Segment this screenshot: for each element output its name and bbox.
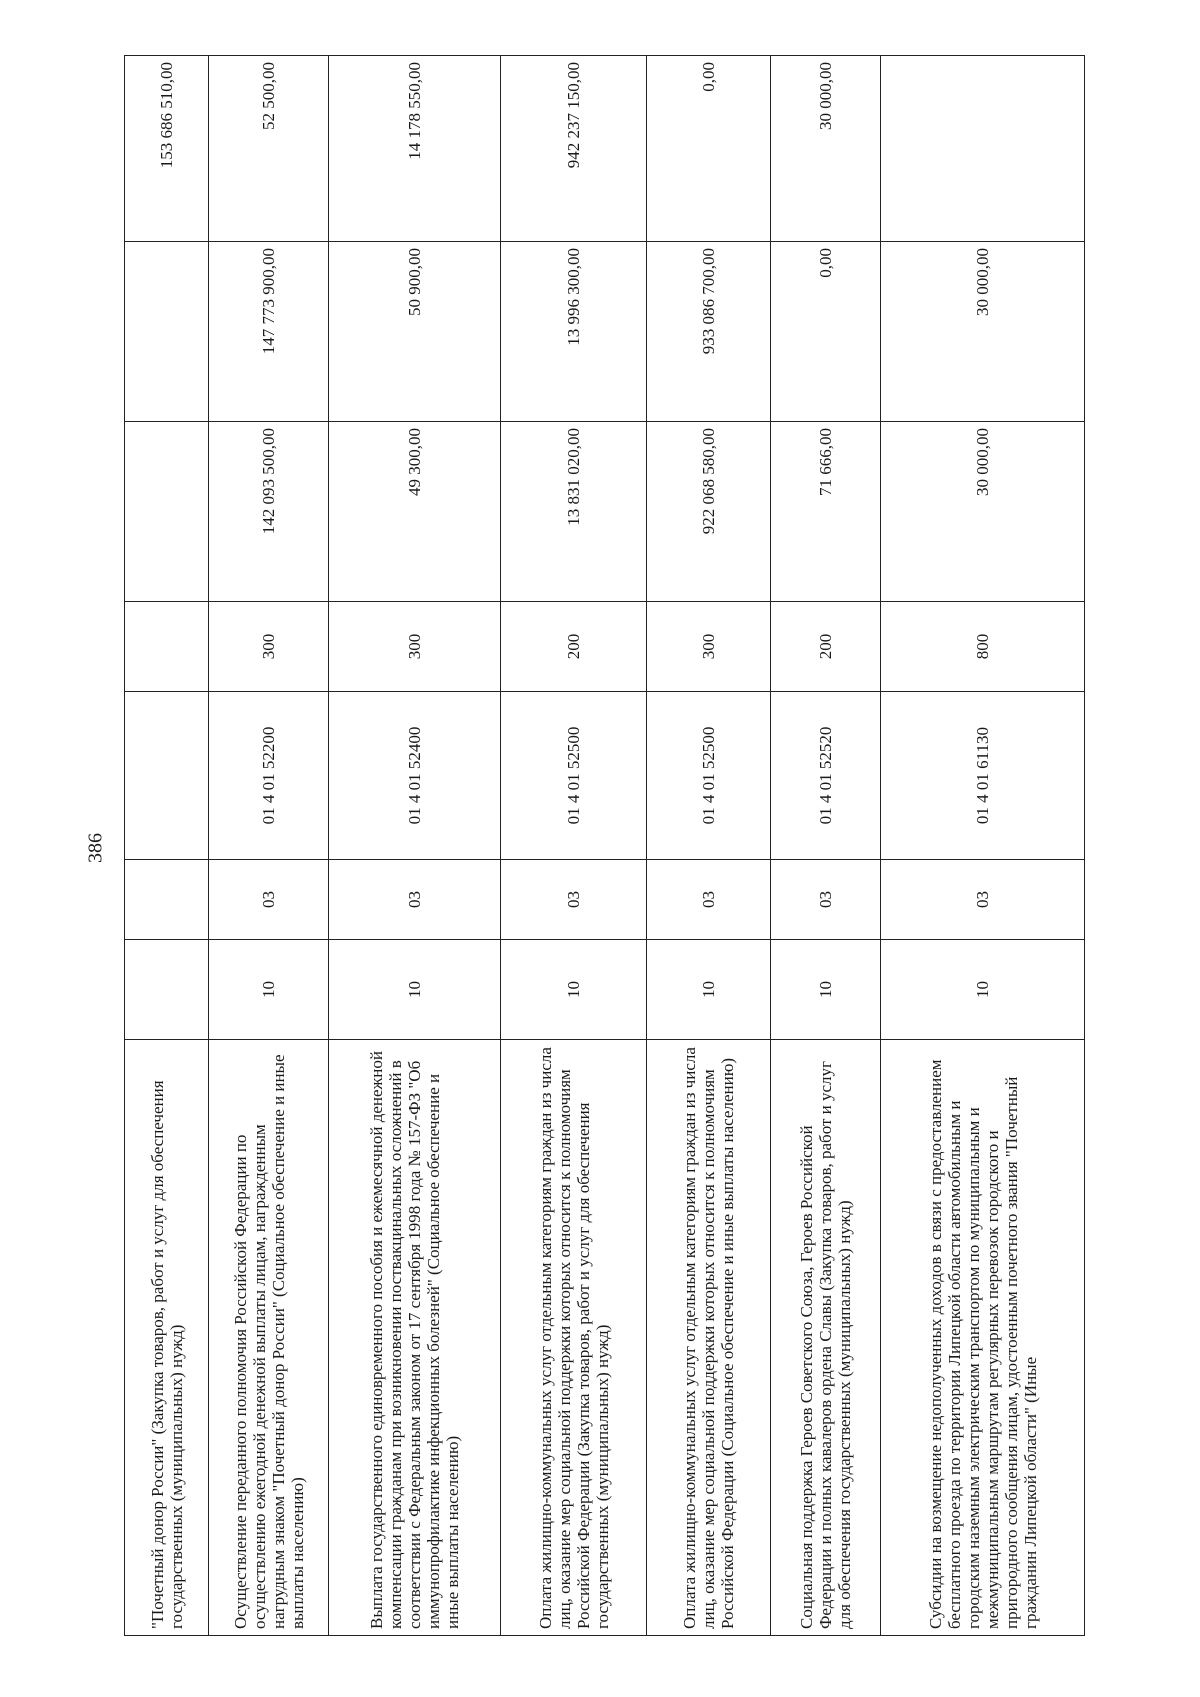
- row-sum-3: 52 500,00: [209, 56, 329, 242]
- row-sum-3: 153 686 510,00: [125, 56, 209, 242]
- row-section-code: 10: [209, 940, 329, 1040]
- row-subsection-code: 03: [771, 860, 881, 940]
- row-sum-2: 13 996 300,00: [501, 242, 647, 422]
- row-expense-type: [125, 602, 209, 692]
- row-section-code: 10: [329, 940, 501, 1040]
- row-subsection-code: 03: [881, 860, 1085, 940]
- row-name: "Почетный донор России" (Закупка товаров, работ и услуг для обеспечения государственных (муниципальных) нужд): [125, 1040, 209, 1636]
- row-sum-2: 50 900,00: [329, 242, 501, 422]
- row-sum-2: 147 773 900,00: [209, 242, 329, 422]
- row-expense-type: 300: [329, 602, 501, 692]
- row-sum-1: 13 831 020,00: [501, 422, 647, 602]
- row-sum-3: 14 178 550,00: [329, 56, 501, 242]
- row-sum-1: [125, 422, 209, 602]
- row-target-article: 01 4 01 52500: [647, 692, 771, 860]
- row-name: Оплата жилищно-коммунальных услуг отдельным категориям граждан из числа лиц, оказание мер социальной поддержки которых относится к полномочиям Российской Федерации (Социальное обеспечение и иные выплаты населению): [647, 1040, 771, 1636]
- row-expense-type: 300: [209, 602, 329, 692]
- row-sum-1: 922 068 580,00: [647, 422, 771, 602]
- row-sum-3: 0,00: [647, 56, 771, 242]
- row-subsection-code: 03: [647, 860, 771, 940]
- row-sum-3: 30 000,00: [771, 56, 881, 242]
- row-sum-1: 49 300,00: [329, 422, 501, 602]
- row-expense-type: 800: [881, 602, 1085, 692]
- table-row: [125, 56, 209, 1636]
- row-sum-1: 142 093 500,00: [209, 422, 329, 602]
- row-target-article: 01 4 01 61130: [881, 692, 1085, 860]
- table-row: [771, 56, 881, 1636]
- row-target-article: [125, 692, 209, 860]
- row-subsection-code: 03: [209, 860, 329, 940]
- row-section-code: 10: [771, 940, 881, 1040]
- row-sum-3: 942 237 150,00: [501, 56, 647, 242]
- row-target-article: 01 4 01 52400: [329, 692, 501, 860]
- row-sum-1: 71 666,00: [771, 422, 881, 602]
- table-row: [881, 56, 1085, 1636]
- rotated-page-content: [124, 56, 1084, 1636]
- row-target-article: 01 4 01 52200: [209, 692, 329, 860]
- row-sum-2: 933 086 700,00: [647, 242, 771, 422]
- row-subsection-code: 03: [501, 860, 647, 940]
- row-section-code: 10: [881, 940, 1085, 1040]
- row-name: Выплата государственного единовременного пособия и ежемесячной денежной компенсации гражданам при возникновении поствакцинальных осложнений в соответствии с Федеральным законом от 17 сентября 1998 года № 157-ФЗ "Об иммунопрофилактике инфекционных болезней" (Социальное обеспечение и иные выплаты населению): [329, 1040, 501, 1636]
- row-sum-2: 0,00: [771, 242, 881, 422]
- row-expense-type: 200: [501, 602, 647, 692]
- row-subsection-code: [125, 860, 209, 940]
- row-expense-type: 300: [647, 602, 771, 692]
- row-target-article: 01 4 01 52520: [771, 692, 881, 860]
- row-subsection-code: 03: [329, 860, 501, 940]
- page-number: 386: [84, 833, 107, 863]
- row-name: Оплата жилищно-коммунальных услуг отдельным категориям граждан из числа лиц, оказание мер социальной поддержки которых относится к полномочиям Российской Федерации (Закупка товаров, работ и услуг для обеспечения государственных (муниципальных) нужд): [501, 1040, 647, 1636]
- row-section-code: [125, 940, 209, 1040]
- table-row: [209, 56, 329, 1636]
- budget-table: [124, 55, 1085, 1636]
- row-sum-2: 30 000,00: [881, 242, 1085, 422]
- row-name: Субсидии на возмещение недополученных доходов в связи с предоставлением бесплатного проезда по территории Липецкой области автомобильным и городским наземным электрическим транспортом по муниципальным и межмуниципальным маршрутам регулярных перевозок городского и пригородного сообщения лицам, удостоенным почетного звания "Почетный гражданин Липецкой области" (Иные: [881, 1040, 1085, 1636]
- row-expense-type: 200: [771, 602, 881, 692]
- row-sum-1: 30 000,00: [881, 422, 1085, 602]
- table-row: [647, 56, 771, 1636]
- row-sum-3: [881, 56, 1085, 242]
- row-sum-2: [125, 242, 209, 422]
- row-section-code: 10: [501, 940, 647, 1040]
- row-target-article: 01 4 01 52500: [501, 692, 647, 860]
- row-name: Осуществление переданного полномочия Российской Федерации по осуществлению ежегодной денежной выплаты лицам, награжденным нагрудным знаком "Почетный донор России" (Социальное обеспечение и иные выплаты населению): [209, 1040, 329, 1636]
- row-name: Социальная поддержка Героев Советского Союза, Героев Российской Федерации и полных кавалеров ордена Славы (Закупка товаров, работ и услуг для обеспечения государственных (муниципальных) нужд): [771, 1040, 881, 1636]
- row-section-code: 10: [647, 940, 771, 1040]
- table-row: [329, 56, 501, 1636]
- table-row: [501, 56, 647, 1636]
